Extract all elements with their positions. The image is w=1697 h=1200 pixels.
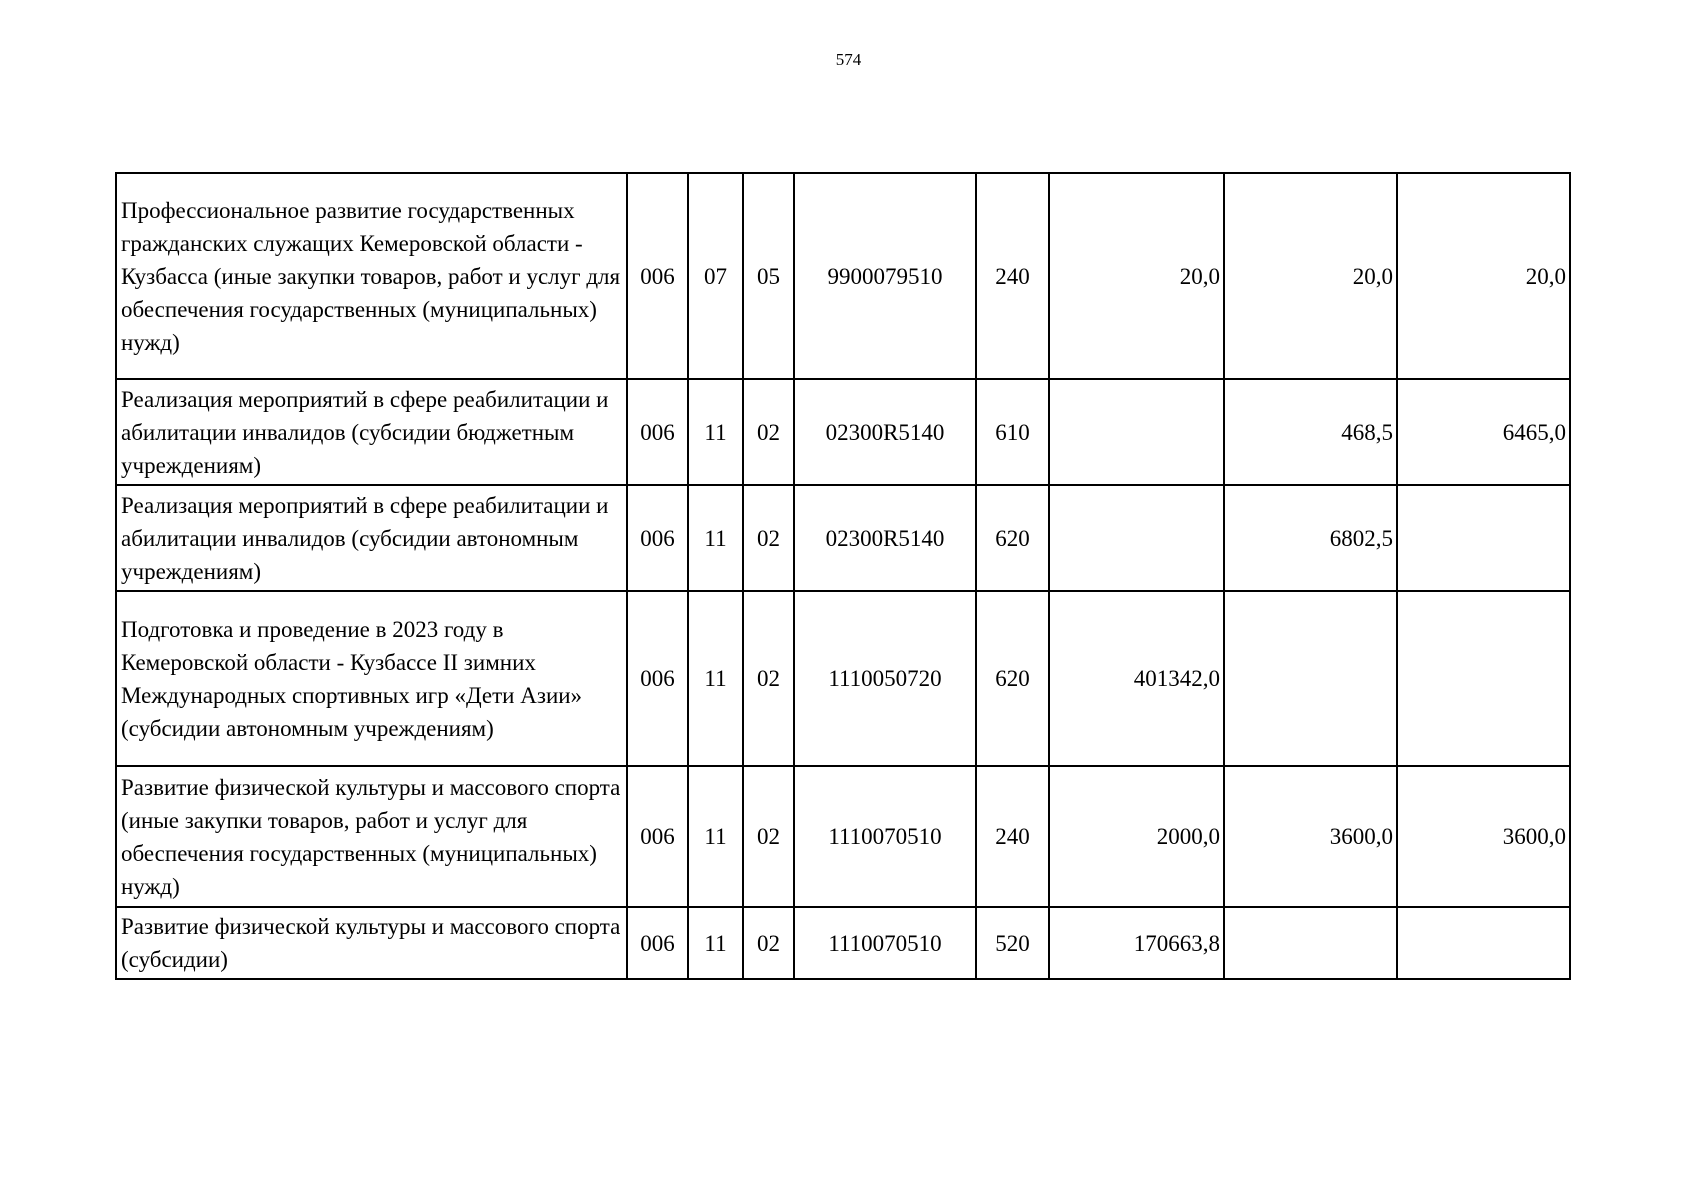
- subsection-code: 02: [743, 591, 794, 766]
- subsection-code: 02: [743, 907, 794, 979]
- expense-type-code: 620: [976, 591, 1049, 766]
- section-code: 11: [688, 907, 743, 979]
- table-row: [116, 173, 1570, 379]
- expense-type-code: 240: [976, 173, 1049, 379]
- expense-type-code: 610: [976, 379, 1049, 485]
- table-row: [116, 907, 1570, 979]
- table-row: [116, 485, 1570, 591]
- target-article-code: 1110070510: [794, 907, 976, 979]
- ministry-code: 006: [627, 173, 688, 379]
- section-code: 11: [688, 379, 743, 485]
- section-code: 11: [688, 766, 743, 907]
- section-code: 11: [688, 485, 743, 591]
- row-description: Развитие физической культуры и массового спорта (субсидии): [116, 907, 627, 979]
- subsection-code: 05: [743, 173, 794, 379]
- subsection-code: 02: [743, 766, 794, 907]
- ministry-code: 006: [627, 766, 688, 907]
- amount-year-1: [1049, 485, 1224, 591]
- page-number: 574: [835, 50, 862, 69]
- expense-type-code: 520: [976, 907, 1049, 979]
- subsection-code: 02: [743, 485, 794, 591]
- amount-year-3: 3600,0: [1397, 766, 1570, 907]
- amount-year-3: 6465,0: [1397, 379, 1570, 485]
- row-description: Профессиональное развитие государственных гражданских служащих Кемеровской области - Кузбасса (иные закупки товаров, работ и услуг для обеспечения государственных (муниципальных) нужд): [116, 173, 627, 379]
- amount-year-2: 6802,5: [1224, 485, 1397, 591]
- section-code: 11: [688, 591, 743, 766]
- amount-year-2: [1224, 907, 1397, 979]
- target-article-code: 02300R5140: [794, 379, 976, 485]
- table-row: [116, 379, 1570, 485]
- ministry-code: 006: [627, 379, 688, 485]
- amount-year-1: 170663,8: [1049, 907, 1224, 979]
- amount-year-3: [1397, 907, 1570, 979]
- amount-year-1: 2000,0: [1049, 766, 1224, 907]
- amount-year-3: 20,0: [1397, 173, 1570, 379]
- target-article-code: 02300R5140: [794, 485, 976, 591]
- amount-year-2: 3600,0: [1224, 766, 1397, 907]
- subsection-code: 02: [743, 379, 794, 485]
- amount-year-2: 468,5: [1224, 379, 1397, 485]
- amount-year-1: [1049, 379, 1224, 485]
- row-description: Развитие физической культуры и массового спорта (иные закупки товаров, работ и услуг для обеспечения государственных (муниципальных) нужд): [116, 766, 627, 907]
- expense-type-code: 240: [976, 766, 1049, 907]
- table-row: [116, 591, 1570, 766]
- amount-year-3: [1397, 485, 1570, 591]
- amount-year-2: [1224, 591, 1397, 766]
- section-code: 07: [688, 173, 743, 379]
- budget-table: [115, 172, 1571, 980]
- table-row: [116, 766, 1570, 907]
- ministry-code: 006: [627, 907, 688, 979]
- target-article-code: 1110050720: [794, 591, 976, 766]
- expense-type-code: 620: [976, 485, 1049, 591]
- row-description: Реализация мероприятий в сфере реабилитации и абилитации инвалидов (субсидии бюджетным учреждениям): [116, 379, 627, 485]
- target-article-code: 1110070510: [794, 766, 976, 907]
- row-description: Подготовка и проведение в 2023 году в Кемеровской области - Кузбассе II зимних Международных спортивных игр «Дети Азии» (субсидии автономным учреждениям): [116, 591, 627, 766]
- ministry-code: 006: [627, 485, 688, 591]
- amount-year-1: 401342,0: [1049, 591, 1224, 766]
- row-description: Реализация мероприятий в сфере реабилитации и абилитации инвалидов (субсидии автономным учреждениям): [116, 485, 627, 591]
- amount-year-2: 20,0: [1224, 173, 1397, 379]
- target-article-code: 9900079510: [794, 173, 976, 379]
- amount-year-1: 20,0: [1049, 173, 1224, 379]
- ministry-code: 006: [627, 591, 688, 766]
- amount-year-3: [1397, 591, 1570, 766]
